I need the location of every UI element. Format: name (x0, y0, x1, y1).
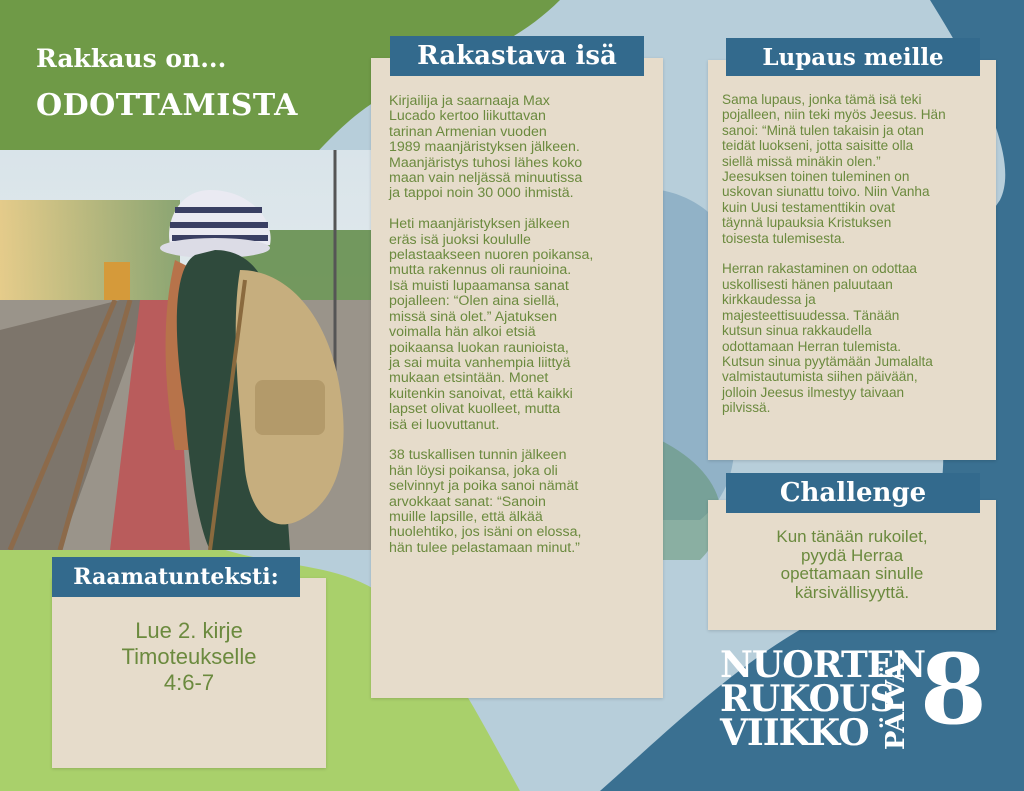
header-title: ODOTTAMISTA (36, 88, 298, 123)
promise-panel (708, 60, 996, 460)
day-number: 8 (920, 633, 987, 746)
story-title: Rakastava isä (390, 36, 644, 76)
story-panel (371, 58, 663, 698)
challenge-title: Challenge (726, 473, 980, 513)
challenge-panel (708, 500, 996, 630)
scripture-panel (52, 578, 326, 768)
story-text: Kirjailija ja saarnaaja Max Lucado kertoo liikuttavan tarinan Armenian vuoden 1989 maanjäristyksen jälkeen. Maanjäristys tuhosi lähes koko maan vain neljässä minuutissa ja tappoi noin 30 000 ihmistä. Heti maanjäristyksen jälkeen eräs isä juoksi koululle pelastaakseen nuoren poikansa, mutta rakennus oli raunioina. Isä muisti lupaamansa sanat pojalleen: “Olen aina siellä, missä sinä olet.” Ajatuksen voimalla hän alkoi etsiä poikaansa luokan raunioista, ja sai muita vanhempia liittyä mukaan etsintään. Monet kuitenkin sanoivat, että kaikki lapset olivat kuolleet, mutta isä ei luovuttanut. 38 tuskallisen tunnin jälkeen hän löysi poikansa, joka oli selvinnyt ja poika sanoi nämät arvokkaat sanat: “Sanoin muille lapsille, että älkää huolehtiko, jos isäni on elossa, hän tulee pelastamaan minut.” (389, 93, 594, 556)
day-word: PÄIVÄ (881, 661, 912, 751)
promise-title: Lupaus meille (726, 38, 980, 76)
photo-illustration (0, 150, 385, 550)
scripture-title: Raamatunteksti: (52, 557, 300, 597)
brand-line-3: VIIKKO (720, 712, 869, 754)
scripture-text: Lue 2. kirje Timoteukselle 4:6-7 (121, 618, 257, 695)
brand-line-2: RUKOUS (720, 678, 895, 720)
brand-line-1: NUORTEN (720, 644, 926, 686)
promise-text: Sama lupaus, jonka tämä isä teki pojalleen, niin teki myös Jeesus. Hän sanoi: “Minä tulen takaisin ja otan teidät luokseni, jotta saisitte olla siellä missä minäkin olen.” Jeesuksen toinen tuleminen on uskovan siunattu toivo. Niin Vanha kuin Uusi testamenttikin ovat täynnä lupauksia Kristuksen toisesta tulemisesta. Herran rakastaminen on odottaa uskollisesti hänen paluutaan kirkkaudessa ja majesteettisuudessa. Tänään kutsun sinua rakkaudella odottamaan Herran tulemista. Kutsun sinua pyytämään Jumalalta valmistautumista siihen päivään, jolloin Jeesus ilmestyy taivaan pilvissä. (722, 92, 946, 416)
challenge-text: Kun tänään rukoilet, pyydä Herraa opettamaan sinulle kärsivällisyyttä. (776, 527, 928, 602)
hero-photo (0, 150, 385, 550)
header-subtitle: Rakkaus on... (36, 44, 227, 73)
day-label (876, 661, 916, 751)
